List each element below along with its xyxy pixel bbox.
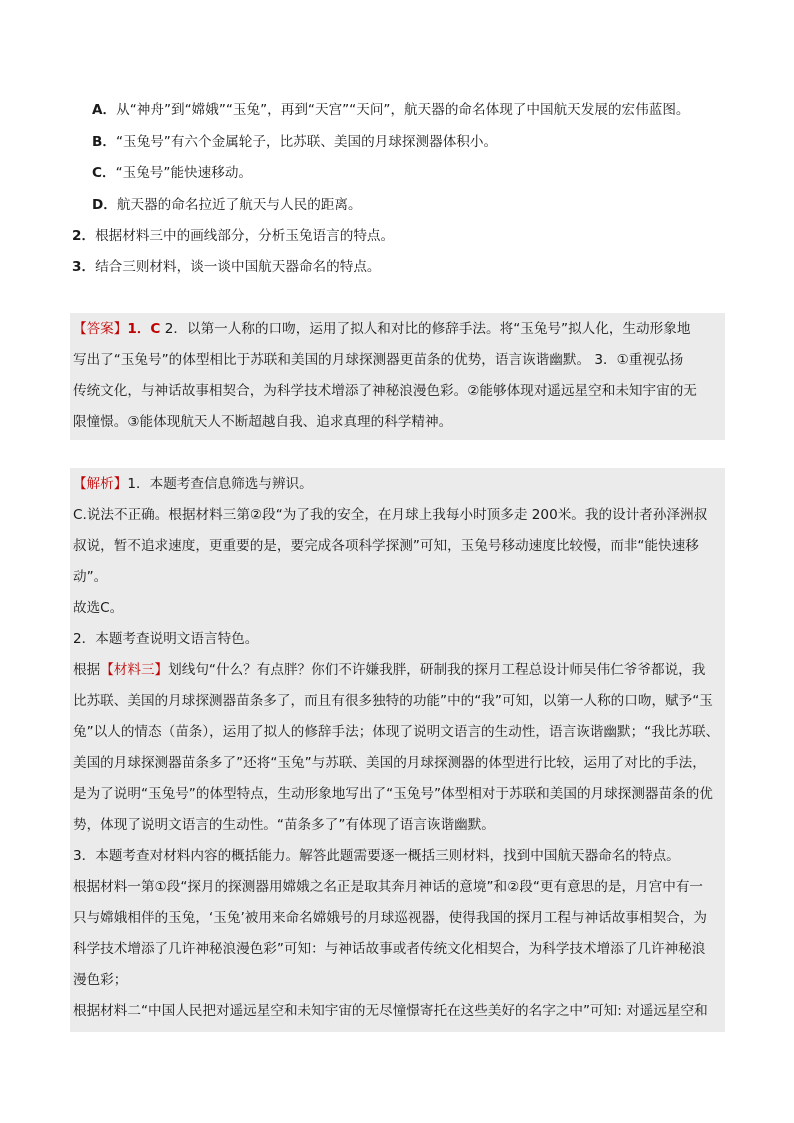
material-tag: 【材料三】 xyxy=(100,662,169,678)
answer-line-4: 限憧憬。③能体现航天人不断超越自我、追求真理的科学精神。 xyxy=(73,414,453,430)
analysis-line: 2．本题考查说明文语言特色。 xyxy=(73,631,259,647)
answer-panel xyxy=(70,313,725,440)
analysis-line: 只与嫦娥相伴的玉兔，‘玉兔’被用来命名嫦娥号的月球巡视器，使得我国的探月工程与神话故事相契合，为 xyxy=(73,910,707,926)
analysis-line: 势，体现了说明文语言的生动性。“苗条多了”有体现了语言诙谐幽默。 xyxy=(73,817,495,833)
analysis-line: 根据材料一第①段“探月的探测器用嫦娥之名正是取其奔月神话的意境”和②段“更有意思的是，月宫中有一 xyxy=(73,879,704,895)
answer-line-1 xyxy=(73,319,690,339)
analysis-line: 漫色彩； xyxy=(73,972,128,988)
option-text: 从“神舟”到“嫦娥”“玉兔”，再到“天宫”“天问”，航天器的命名体现了中国航天发展的宏伟蓝图。 xyxy=(116,102,690,118)
option-text: “玉兔号”能快速移动。 xyxy=(115,165,253,181)
analysis-line-q2 xyxy=(73,660,705,680)
option-letter: A． xyxy=(92,102,117,118)
option-a xyxy=(92,100,690,120)
analysis-line: 兔”以人的情态（苗条），运用了拟人的修辞手法；体现了说明文语言的生动性，语言诙谐幽默；“我比苏联、 xyxy=(73,724,720,740)
option-letter: D． xyxy=(92,197,117,213)
question-3 xyxy=(72,257,381,277)
question-2 xyxy=(72,226,394,246)
analysis-line: C.说法不正确。根据材料三第②段“为了我的安全，在月球上我每小时顶多走 200米。我的设计者孙泽洲叔 xyxy=(73,507,708,523)
option-c xyxy=(92,163,252,183)
analysis-line: 3．本题考查对材料内容的概括能力。解答此题需要逐一概括三则材料，找到中国航天器命名的特点。 xyxy=(73,848,680,864)
question-text: 根据材料三中的画线部分，分析玉兔语言的特点。 xyxy=(95,228,395,244)
analysis-first: 1．本题考查信息筛选与辨识。 xyxy=(127,476,313,492)
analysis-line: 科学技术增添了几许神秘浪漫色彩”可知：与神话故事或者传统文化相契合，为科学技术增添了几许神秘浪 xyxy=(73,941,706,957)
analysis-line: 动”。 xyxy=(73,569,108,585)
analysis-text: 划线句“什么？有点胖？你们不许嫌我胖，研制我的探月工程总设计师吴伟仁爷爷都说，我 xyxy=(168,662,706,678)
option-b xyxy=(92,132,497,152)
question-number: 2． xyxy=(72,228,96,244)
analysis-line-1 xyxy=(73,474,313,494)
analysis-text: 根据 xyxy=(73,662,101,678)
analysis-line: 叔说，暂不追求速度，更重要的是，要完成各项科学探测”可知，玉兔号移动速度比较慢，而非“能快速移 xyxy=(73,538,699,554)
answer-tag: 【答案】 xyxy=(73,321,128,337)
option-text: 航天器的命名拉近了航天与人民的距离。 xyxy=(116,197,362,213)
answer-first: 1．C xyxy=(127,321,161,337)
analysis-line: 是为了说明“玉兔号”的体型特点，生动形象地写出了“玉兔号”体型相对于苏联和美国的月球探测器苗条的优 xyxy=(73,786,713,802)
option-d xyxy=(92,195,362,215)
analysis-line: 故选C。 xyxy=(73,600,124,616)
analysis-line: 根据材料二“中国人民把对遥远星空和未知宇宙的无尽憧憬寄托在这些美好的名字之中”可知: 对遥远星空和 xyxy=(73,1003,708,1019)
answer-line-3: 传统文化，与神话故事相契合，为科学技术增添了神秘浪漫色彩。②能够体现对遥远星空和未知宇宙的无 xyxy=(73,383,697,399)
analysis-panel xyxy=(70,468,725,1032)
question-number: 3． xyxy=(72,259,96,275)
option-letter: C． xyxy=(92,165,116,181)
question-text: 结合三则材料，谈一谈中国航天器命名的特点。 xyxy=(95,259,381,275)
answer-line-2: 写出了“玉兔号”的体型相比于苏联和美国的月球探测器更苗条的优势，语言诙谐幽默。 3．①重视弘扬 xyxy=(73,352,684,368)
analysis-line: 美国的月球探测器苗条多了”还将“玉兔”与苏联、美国的月球探测器的体型进行比较，运用了对比的手法， xyxy=(73,755,706,771)
option-text: “玉兔号”有六个金属轮子，比苏联、美国的月球探测器体积小。 xyxy=(115,134,498,150)
option-letter: B． xyxy=(92,134,116,150)
analysis-line: 比苏联、美国的月球探测器苗条多了，而且有很多独特的功能”中的“我”可知，以第一人称的口吻，赋予“玉 xyxy=(73,693,713,709)
analysis-tag: 【解析】 xyxy=(73,476,128,492)
answer-text: 2．以第一人称的口吻，运用了拟人和对比的修辞手法。将“玉兔号”拟人化，生动形象地 xyxy=(160,321,691,337)
